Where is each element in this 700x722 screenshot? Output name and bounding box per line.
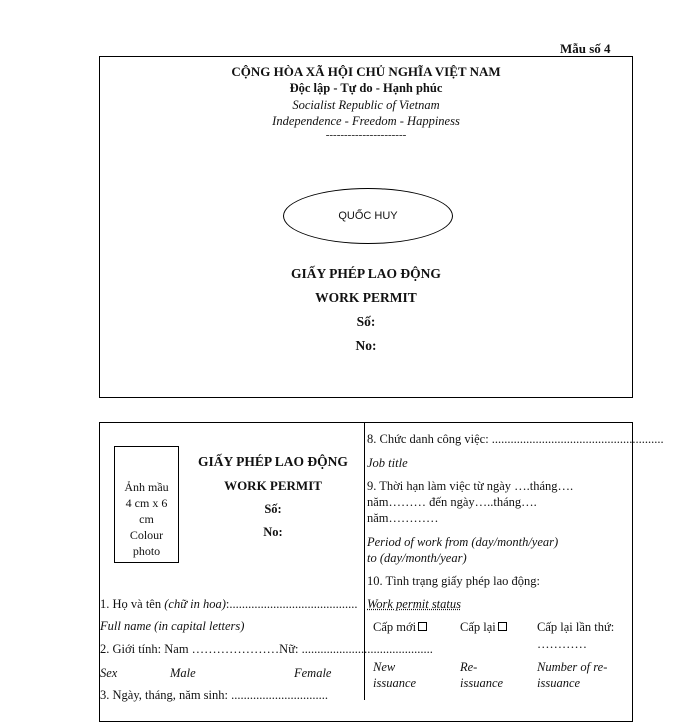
photo-line: cm xyxy=(139,512,154,526)
period-label-vi-3: năm………… xyxy=(367,511,439,525)
full-name-label-en: Full name (in capital letters) xyxy=(100,619,245,633)
reissuance-label-en-1: Re- xyxy=(460,660,478,674)
cover-title-en: WORK PERMIT xyxy=(315,290,417,305)
reissuance-number-label-en-2: issuance xyxy=(537,676,581,690)
new-issuance-checkbox[interactable] xyxy=(418,622,427,631)
reissuance-number-label-en-1: Number of re- xyxy=(537,660,608,674)
new-issuance-label-en-2: issuance xyxy=(373,676,417,690)
reissuance-checkbox[interactable] xyxy=(498,622,507,631)
status-label-vi: 10. Tình trạng giấy phép lao động: xyxy=(367,574,541,588)
sex-label-vi: 2. Giới tính: Nam …………………Nữ: .......................................... xyxy=(100,642,433,656)
motto-vi: Độc lập - Tự do - Hạnh phúc xyxy=(289,81,443,95)
full-name-dots: :......................................... xyxy=(225,597,358,611)
photo-line: 4 cm x 6 xyxy=(125,496,168,510)
status-label-en: Work permit status xyxy=(367,597,461,611)
job-title-label-vi: 8. Chức danh công việc: ....................................................... xyxy=(367,432,664,446)
header-separator: ---------------------- xyxy=(325,129,407,141)
country-name-vi: CỘNG HÒA XÃ HỘI CHỦ NGHĨA VIỆT NAM xyxy=(231,64,501,79)
photo-line: Ảnh mầu xyxy=(124,480,169,494)
column-divider xyxy=(364,422,365,700)
inner-title-en: WORK PERMIT xyxy=(224,478,322,493)
emblem-label: QUỐC HUY xyxy=(338,210,398,222)
inner-number-en: No: xyxy=(263,525,283,539)
motto-en: Independence - Freedom - Happiness xyxy=(272,114,460,128)
cover-number-vi: Số: xyxy=(356,314,376,329)
photo-placeholder xyxy=(114,446,179,563)
reissuance-times-dots: ………… xyxy=(537,637,587,651)
dob-label-vi: 3. Ngày, tháng, năm sinh: ............................... xyxy=(100,688,328,702)
new-issuance-label-vi: Cấp mới xyxy=(373,620,417,634)
country-name-en: Socialist Republic of Vietnam xyxy=(292,98,440,112)
reissuance-label-vi: Cấp lại xyxy=(460,620,496,634)
new-issuance-option xyxy=(373,620,427,635)
photo-line: photo xyxy=(132,544,161,558)
new-issuance-label-en-1: New xyxy=(373,660,396,674)
full-name-label-vi xyxy=(100,597,358,612)
reissuance-label-en-2: issuance xyxy=(460,676,504,690)
photo-line: Colour xyxy=(129,528,164,542)
reissuance-times-label-vi: Cấp lại lần thứ: xyxy=(537,620,615,634)
form-number: Mẫu số 4 xyxy=(560,41,611,56)
female-label-en: Female xyxy=(294,666,332,680)
cover-number-en: No: xyxy=(355,338,377,353)
reissuance-option xyxy=(460,620,507,635)
period-label-vi-1: 9. Thời hạn làm việc từ ngày ….tháng…. xyxy=(367,479,574,493)
inner-number-vi: Số: xyxy=(264,502,282,516)
period-label-vi-2: năm……… đến ngày…..tháng…. xyxy=(367,495,537,509)
full-name-label-hint: (chữ in hoa) xyxy=(164,597,226,611)
period-label-en-2: to (day/month/year) xyxy=(367,551,467,565)
job-title-label-en: Job title xyxy=(367,456,408,470)
sex-label-en: Sex xyxy=(100,666,118,680)
inner-title-vi: GIẤY PHÉP LAO ĐỘNG xyxy=(198,454,348,469)
full-name-label-prefix: 1. Họ và tên xyxy=(100,597,165,611)
period-label-en-1: Period of work from (day/month/year) xyxy=(367,535,559,549)
male-label-en: Male xyxy=(170,666,196,680)
national-emblem-placeholder xyxy=(283,188,453,244)
cover-title-vi: GIẤY PHÉP LAO ĐỘNG xyxy=(291,266,441,281)
